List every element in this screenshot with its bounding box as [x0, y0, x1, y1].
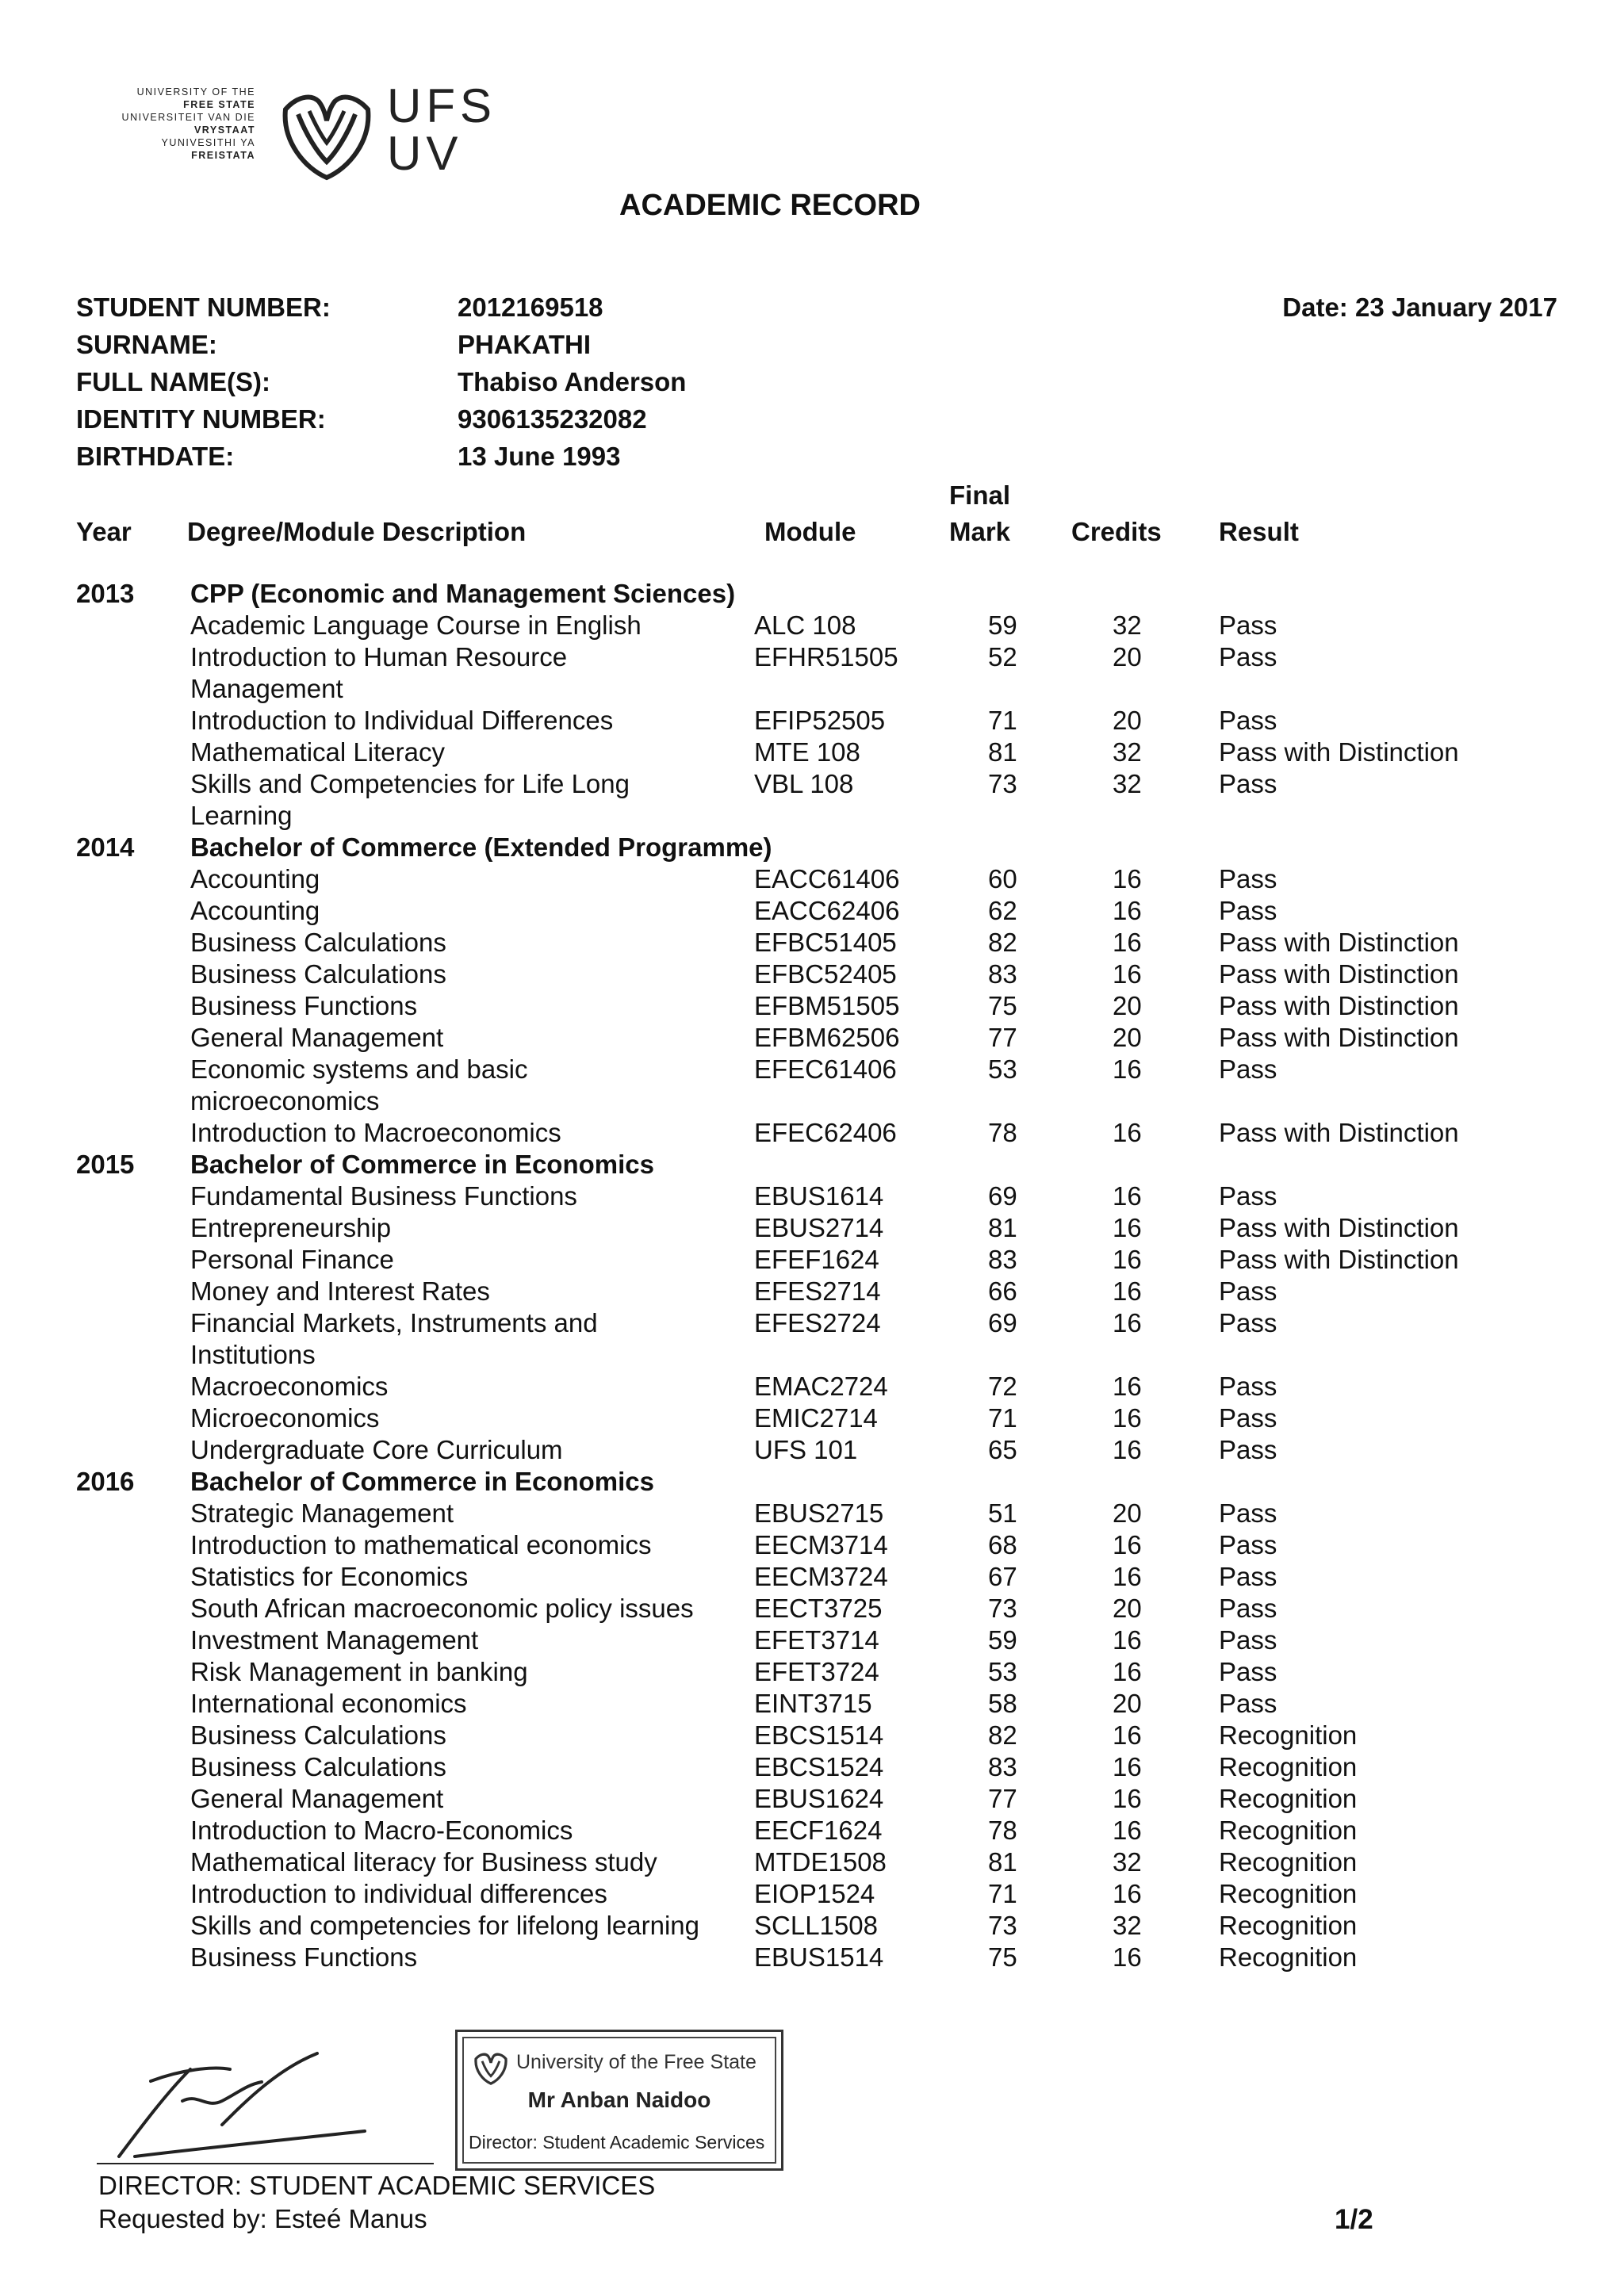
module-description: Accounting: [190, 864, 320, 894]
result: Pass: [1219, 1530, 1277, 1559]
credits: 32: [1113, 1911, 1142, 1940]
credits: 32: [1113, 1847, 1142, 1877]
credits: 32: [1113, 769, 1142, 798]
module-code: EFET3714: [754, 1625, 879, 1655]
module-description-cont: Management: [190, 674, 343, 703]
module-description: Business Calculations: [190, 928, 446, 957]
col-header-final: Final: [949, 480, 1011, 510]
credits: 16: [1113, 1276, 1142, 1306]
credits: 16: [1113, 1372, 1142, 1401]
result: Pass with Distinction: [1219, 928, 1459, 957]
year-label: 2015: [76, 1150, 135, 1179]
module-description: Money and Interest Rates: [190, 1276, 490, 1306]
module-description: General Management: [190, 1784, 444, 1813]
year-label: 2013: [76, 579, 135, 608]
module-code: EBUS1514: [754, 1942, 884, 1972]
credits: 32: [1113, 737, 1142, 767]
table-row: [0, 991, 1624, 1023]
requested-by: Requested by: Esteé Manus: [98, 2204, 427, 2233]
module-code: EMAC2724: [754, 1372, 888, 1401]
birthdate: 13 June 1993: [458, 442, 621, 471]
final-mark: 83: [988, 959, 1017, 989]
uni-name-line: FREISTATA: [191, 150, 255, 161]
credits: 16: [1113, 1213, 1142, 1242]
official-stamp: [455, 2030, 783, 2171]
final-mark: 69: [988, 1181, 1017, 1211]
final-mark: 69: [988, 1308, 1017, 1337]
final-mark: 59: [988, 1625, 1017, 1655]
result: Pass: [1219, 1308, 1277, 1337]
module-code: EFES2714: [754, 1276, 881, 1306]
birthdate-label: BIRTHDATE:: [76, 442, 235, 471]
fullname-label: FULL NAME(S):: [76, 367, 271, 396]
credits: 16: [1113, 1562, 1142, 1591]
module-description-cont: Institutions: [190, 1340, 316, 1369]
uni-name-line: VRYSTAAT: [193, 124, 255, 136]
credits: 16: [1113, 1308, 1142, 1337]
module-code: EFHR51505: [754, 642, 898, 672]
result: Pass with Distinction: [1219, 1023, 1459, 1052]
module-code: MTE 108: [754, 737, 860, 767]
stamp-name: Mr Anban Naidoo: [527, 2087, 711, 2112]
final-mark: 59: [988, 610, 1017, 640]
final-mark: 78: [988, 1118, 1017, 1147]
credits: 16: [1113, 1054, 1142, 1084]
final-mark: 73: [988, 1594, 1017, 1623]
credits: 20: [1113, 1689, 1142, 1718]
module-description: South African macroeconomic policy issues: [190, 1594, 694, 1623]
module-code: EFET3724: [754, 1657, 879, 1686]
result: Recognition: [1219, 1784, 1358, 1813]
year-label: 2016: [76, 1467, 135, 1496]
module-description: Business Functions: [190, 991, 418, 1020]
surname: PHAKATHI: [458, 330, 592, 359]
table-row: [0, 928, 1624, 959]
module-code: UFS 101: [754, 1435, 858, 1464]
stamp-frame: [462, 2037, 776, 2164]
table-row: [0, 769, 1624, 830]
module-description: Strategic Management: [190, 1498, 454, 1528]
programme-title: CPP (Economic and Management Sciences): [190, 579, 736, 608]
student-number-label: STUDENT NUMBER:: [76, 293, 331, 322]
result: Pass: [1219, 769, 1277, 798]
table-row: [0, 1784, 1624, 1816]
final-mark: 51: [988, 1498, 1017, 1528]
module-description: Skills and competencies for lifelong learning: [190, 1911, 700, 1940]
stamp-logo-icon: [472, 2048, 510, 2086]
module-code: EMIC2714: [754, 1403, 878, 1433]
table-row: [0, 1816, 1624, 1847]
credits: 16: [1113, 1625, 1142, 1655]
table-row: [0, 1372, 1624, 1403]
table-row: [0, 1023, 1624, 1054]
table-row: [0, 959, 1624, 991]
module-code: EFBM62506: [754, 1023, 900, 1052]
table-row: [0, 1879, 1624, 1911]
module-description: Introduction to Macroeconomics: [190, 1118, 561, 1147]
table-row: [0, 1562, 1624, 1594]
credits: 20: [1113, 1594, 1142, 1623]
credits: 16: [1113, 896, 1142, 925]
credits: 16: [1113, 1657, 1142, 1686]
module-description: Business Functions: [190, 1942, 418, 1972]
module-description: Personal Finance: [190, 1245, 394, 1274]
module-code: MTDE1508: [754, 1847, 887, 1877]
result: Pass: [1219, 1657, 1277, 1686]
credits: 16: [1113, 1942, 1142, 1972]
signature-icon: [103, 2038, 373, 2164]
result: Pass: [1219, 1276, 1277, 1306]
module-code: EBUS2715: [754, 1498, 884, 1528]
credits: 16: [1113, 1435, 1142, 1464]
table-row: [0, 1403, 1624, 1435]
module-code: EIOP1524: [754, 1879, 875, 1908]
final-mark: 75: [988, 1942, 1017, 1972]
signature-line: [97, 2163, 434, 2164]
result: Pass: [1219, 864, 1277, 894]
module-description: Microeconomics: [190, 1403, 380, 1433]
result: Pass with Distinction: [1219, 1245, 1459, 1274]
page-title: ACADEMIC RECORD: [619, 189, 921, 222]
col-header-description: Degree/Module Description: [187, 517, 527, 546]
result: Recognition: [1219, 1847, 1358, 1877]
result: Pass: [1219, 1403, 1277, 1433]
table-row: [0, 1498, 1624, 1530]
credits: 16: [1113, 1403, 1142, 1433]
module-code: EFEF1624: [754, 1245, 879, 1274]
programme-title: Bachelor of Commerce (Extended Programme): [190, 832, 772, 862]
col-header-mark: Mark: [949, 517, 1011, 546]
final-mark: 60: [988, 864, 1017, 894]
module-description: Statistics for Economics: [190, 1562, 469, 1591]
uni-name-line: FREE STATE: [183, 99, 255, 110]
final-mark: 68: [988, 1530, 1017, 1559]
module-code: EINT3715: [754, 1689, 872, 1718]
result: Pass: [1219, 1054, 1277, 1084]
final-mark: 78: [988, 1816, 1017, 1845]
result: Pass: [1219, 706, 1277, 735]
module-code: EBUS1614: [754, 1181, 884, 1211]
final-mark: 82: [988, 928, 1017, 957]
module-description: Business Calculations: [190, 1752, 446, 1781]
module-code: EACC61406: [754, 864, 900, 894]
final-mark: 81: [988, 1213, 1017, 1242]
table-row: [0, 864, 1624, 896]
result: Pass with Distinction: [1219, 1213, 1459, 1242]
result: Pass with Distinction: [1219, 1118, 1459, 1147]
table-row: [0, 1213, 1624, 1245]
credits: 20: [1113, 991, 1142, 1020]
final-mark: 73: [988, 769, 1017, 798]
table-row: [0, 1720, 1624, 1752]
final-mark: 82: [988, 1720, 1017, 1750]
module-code: EFES2724: [754, 1308, 881, 1337]
module-description-cont: Learning: [190, 801, 293, 830]
result: Recognition: [1219, 1720, 1358, 1750]
table-row: [0, 642, 1624, 703]
final-mark: 77: [988, 1023, 1017, 1052]
result: Recognition: [1219, 1911, 1358, 1940]
final-mark: 83: [988, 1245, 1017, 1274]
module-description: Mathematical literacy for Business study: [190, 1847, 657, 1877]
credits: 16: [1113, 1879, 1142, 1908]
credits: 16: [1113, 1530, 1142, 1559]
module-description: Skills and Competencies for Life Long: [190, 769, 630, 798]
module-description: Financial Markets, Instruments and: [190, 1308, 598, 1337]
final-mark: 81: [988, 1847, 1017, 1877]
final-mark: 71: [988, 706, 1017, 735]
module-description: Macroeconomics: [190, 1372, 389, 1401]
table-row: [0, 1847, 1624, 1879]
table-row: [0, 1625, 1624, 1657]
identity-number-label: IDENTITY NUMBER:: [76, 404, 326, 434]
module-code: EFBC52405: [754, 959, 897, 989]
credits: 16: [1113, 1784, 1142, 1813]
result: Pass: [1219, 1594, 1277, 1623]
table-row: [0, 1911, 1624, 1942]
module-description: Entrepreneurship: [190, 1213, 392, 1242]
module-code: EECF1624: [754, 1816, 883, 1845]
table-row: [0, 896, 1624, 928]
final-mark: 67: [988, 1562, 1017, 1591]
credits: 16: [1113, 1118, 1142, 1147]
record-date: Date: 23 January 2017: [1282, 293, 1557, 322]
module-description: Introduction to Macro-Economics: [190, 1816, 573, 1845]
module-description: Business Calculations: [190, 1720, 446, 1750]
table-row: [0, 1435, 1624, 1467]
result: Pass: [1219, 1498, 1277, 1528]
logo-text-ufs: UFS: [387, 79, 496, 132]
year-label: 2014: [76, 832, 135, 862]
result: Pass: [1219, 1562, 1277, 1591]
module-code: EFEC61406: [754, 1054, 897, 1084]
col-header-result: Result: [1219, 517, 1299, 546]
table-row: [0, 1657, 1624, 1689]
module-code: EACC62406: [754, 896, 900, 925]
module-description: Investment Management: [190, 1625, 479, 1655]
module-code: EECM3714: [754, 1530, 888, 1559]
final-mark: 73: [988, 1911, 1017, 1940]
table-row: [0, 1689, 1624, 1720]
table-row: [0, 1118, 1624, 1150]
col-header-year: Year: [76, 517, 132, 546]
final-mark: 53: [988, 1657, 1017, 1686]
signatory-title: DIRECTOR: STUDENT ACADEMIC SERVICES: [98, 2171, 656, 2200]
module-code: EFEC62406: [754, 1118, 897, 1147]
surname-label: SURNAME:: [76, 330, 217, 359]
result: Pass: [1219, 1181, 1277, 1211]
module-code: EFIP52505: [754, 706, 886, 735]
table-row: [0, 737, 1624, 769]
final-mark: 52: [988, 642, 1017, 672]
module-description: Risk Management in banking: [190, 1657, 528, 1686]
table-row: [0, 1054, 1624, 1115]
student-number: 2012169518: [458, 293, 603, 322]
col-header-credits: Credits: [1071, 517, 1162, 546]
table-row: [0, 610, 1624, 642]
credits: 16: [1113, 1245, 1142, 1274]
final-mark: 66: [988, 1276, 1017, 1306]
credits: 16: [1113, 1720, 1142, 1750]
page-number: 1/2: [1335, 2204, 1373, 2235]
credits: 20: [1113, 642, 1142, 672]
result: Pass: [1219, 1435, 1277, 1464]
result: Pass: [1219, 642, 1277, 672]
uni-name-line: YUNIVESITHI YA: [161, 137, 255, 148]
module-code: EBCS1514: [754, 1720, 884, 1750]
module-code: SCLL1508: [754, 1911, 878, 1940]
final-mark: 58: [988, 1689, 1017, 1718]
credits: 16: [1113, 928, 1142, 957]
table-row: [0, 1530, 1624, 1562]
result: Pass with Distinction: [1219, 737, 1459, 767]
module-description: Economic systems and basic: [190, 1054, 528, 1084]
final-mark: 77: [988, 1784, 1017, 1813]
table-row: [0, 1752, 1624, 1784]
module-code: EFBC51405: [754, 928, 897, 957]
credits: 20: [1113, 706, 1142, 735]
result: Recognition: [1219, 1879, 1358, 1908]
result: Pass: [1219, 1625, 1277, 1655]
module-code: VBL 108: [754, 769, 854, 798]
result: Pass: [1219, 610, 1277, 640]
module-description: Undergraduate Core Curriculum: [190, 1435, 563, 1464]
module-description: International economics: [190, 1689, 467, 1718]
final-mark: 75: [988, 991, 1017, 1020]
module-description: Introduction to Human Resource: [190, 642, 568, 672]
module-description: Introduction to Individual Differences: [190, 706, 614, 735]
credits: 16: [1113, 959, 1142, 989]
module-code: EECM3724: [754, 1562, 888, 1591]
programme-title: Bachelor of Commerce in Economics: [190, 1467, 654, 1496]
final-mark: 72: [988, 1372, 1017, 1401]
module-description: Academic Language Course in English: [190, 610, 642, 640]
result: Recognition: [1219, 1942, 1358, 1972]
module-code: EECT3725: [754, 1594, 883, 1623]
result: Pass with Distinction: [1219, 959, 1459, 989]
uni-name-line: UNIVERSITEIT VAN DIE: [121, 112, 255, 123]
table-row: [0, 1594, 1624, 1625]
col-header-module: Module: [764, 517, 856, 546]
credits: 20: [1113, 1498, 1142, 1528]
programme-title: Bachelor of Commerce in Economics: [190, 1150, 654, 1179]
module-code: EBUS1624: [754, 1784, 884, 1813]
result: Pass: [1219, 1372, 1277, 1401]
module-description: Introduction to individual differences: [190, 1879, 607, 1908]
table-row: [0, 1276, 1624, 1308]
result: Recognition: [1219, 1816, 1358, 1845]
university-name-block: [79, 86, 255, 162]
module-description-cont: microeconomics: [190, 1086, 380, 1115]
module-code: ALC 108: [754, 610, 856, 640]
module-code: EFBM51505: [754, 991, 900, 1020]
credits: 32: [1113, 610, 1142, 640]
table-row: [0, 706, 1624, 737]
logo-text-uv: UV: [387, 127, 463, 180]
module-description: Mathematical Literacy: [190, 737, 445, 767]
credits: 16: [1113, 1181, 1142, 1211]
module-description: Introduction to mathematical economics: [190, 1530, 652, 1559]
result: Pass: [1219, 1689, 1277, 1718]
module-description: Business Calculations: [190, 959, 446, 989]
stamp-university: University of the Free State: [516, 2051, 756, 2073]
ufs-logo-icon: [274, 79, 379, 184]
uni-name-line: UNIVERSITY OF THE: [136, 86, 255, 98]
table-row: [0, 1245, 1624, 1276]
module-code: EBUS2714: [754, 1213, 884, 1242]
credits: 16: [1113, 1752, 1142, 1781]
logo-wordmark: [387, 79, 496, 180]
module-description: Fundamental Business Functions: [190, 1181, 577, 1211]
result: Pass: [1219, 896, 1277, 925]
result: Recognition: [1219, 1752, 1358, 1781]
final-mark: 53: [988, 1054, 1017, 1084]
credits: 16: [1113, 1816, 1142, 1845]
credits: 16: [1113, 864, 1142, 894]
identity-number: 9306135232082: [458, 404, 647, 434]
fullname: Thabiso Anderson: [458, 367, 687, 396]
final-mark: 83: [988, 1752, 1017, 1781]
stamp-role: Director: Student Academic Services: [469, 2132, 765, 2152]
module-description: General Management: [190, 1023, 444, 1052]
table-row: [0, 1308, 1624, 1369]
final-mark: 71: [988, 1403, 1017, 1433]
final-mark: 62: [988, 896, 1017, 925]
final-mark: 65: [988, 1435, 1017, 1464]
final-mark: 81: [988, 737, 1017, 767]
final-mark: 71: [988, 1879, 1017, 1908]
result: Pass with Distinction: [1219, 991, 1459, 1020]
module-code: EBCS1524: [754, 1752, 884, 1781]
module-description: Accounting: [190, 896, 320, 925]
table-row: [0, 1181, 1624, 1213]
table-row: [0, 1942, 1624, 1974]
credits: 20: [1113, 1023, 1142, 1052]
